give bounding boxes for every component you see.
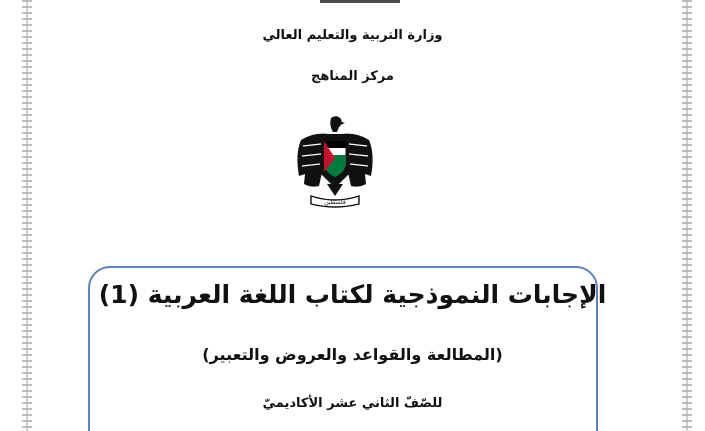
- top-cut-line: [320, 0, 400, 3]
- page-border-left: [22, 0, 32, 431]
- emblem-caption: فلسطين: [324, 199, 346, 206]
- ministry-name: وزارة التربية والتعليم العالي: [262, 28, 443, 43]
- palestine-eagle-emblem-icon: [293, 114, 377, 210]
- page-border-right: [682, 0, 692, 431]
- curriculum-center: مركز المناهج: [311, 69, 394, 84]
- document-title: الإجابات النموذجية لكتاب اللغة العربية (1): [98, 280, 607, 309]
- document-subtitle: (المطالعة والقواعد والعروض والتعبير): [202, 345, 503, 364]
- grade-label: للصّفّ الثاني عشر الأكاديميّ: [262, 396, 443, 411]
